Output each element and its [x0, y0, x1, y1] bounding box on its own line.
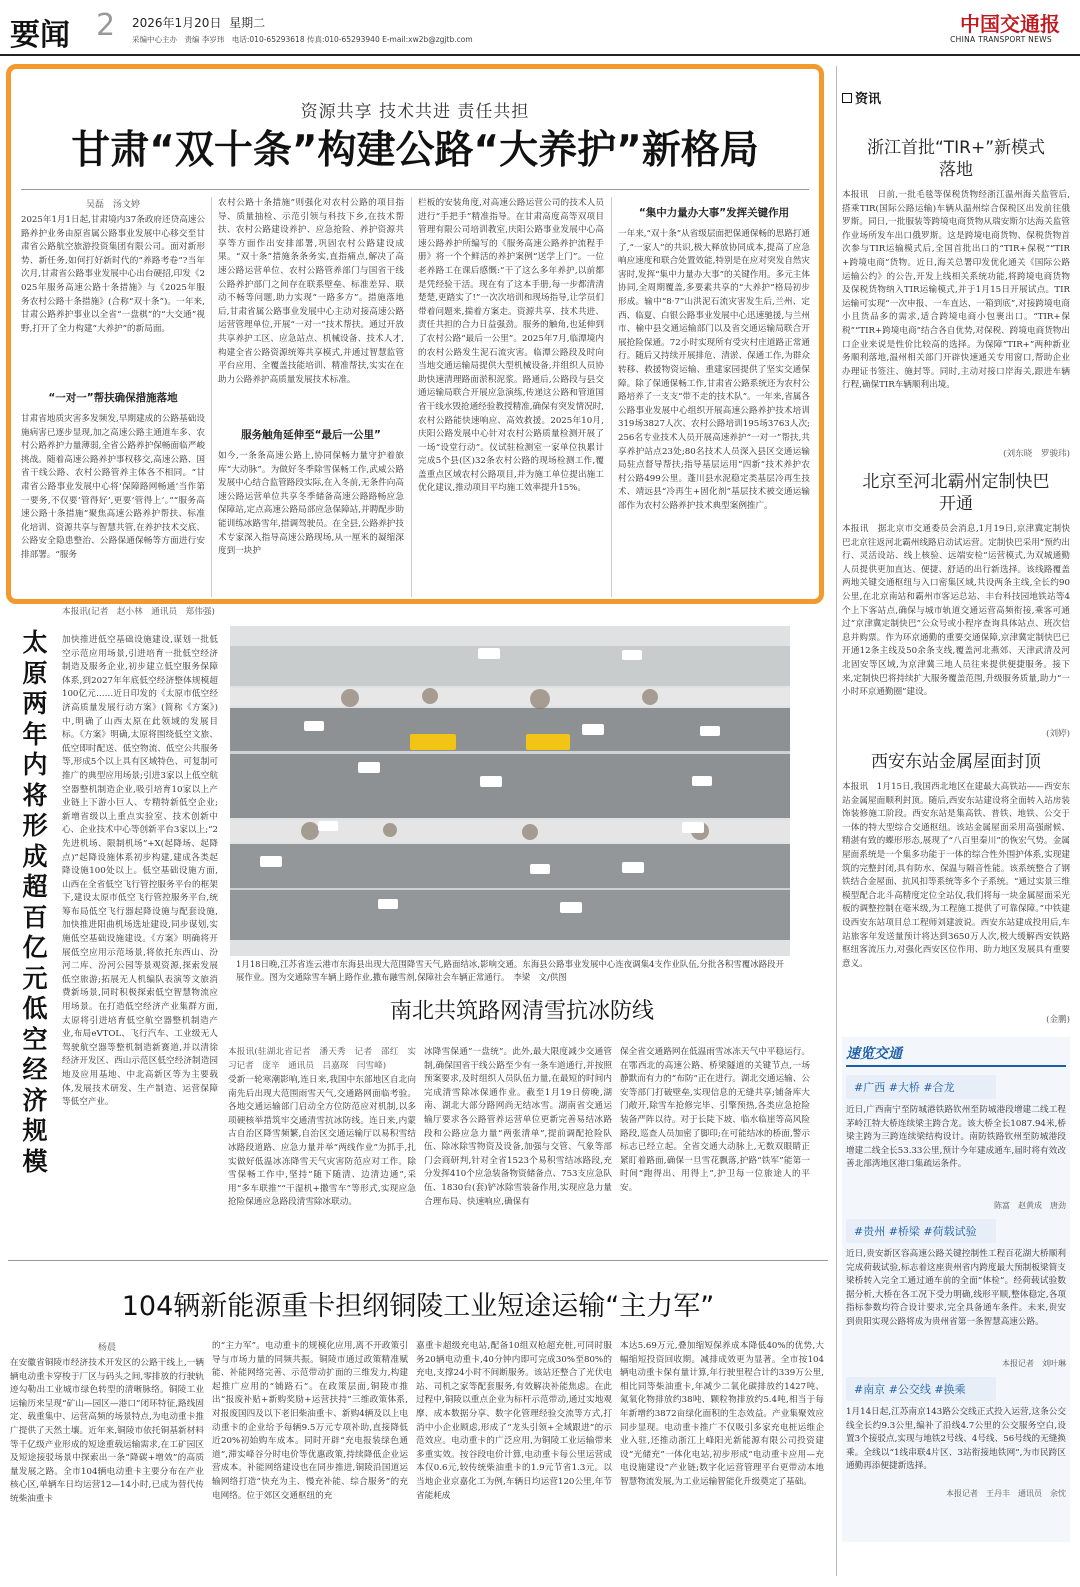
quick-news-author-3: 本报记者 王丹丰 通讯员 余忱: [946, 1489, 1066, 1498]
lead-subhead-1: “一对一”帮扶确保措施落地: [48, 392, 178, 404]
lead-col-3: [418, 197, 604, 597]
quick-news-label: 速览交通: [846, 1043, 1066, 1067]
truck-col2-text: 的“主力军”。电动重卡的规模化应用,离不开政策引导与市场力量的同频共振。铜陵市通过政策精准赋能、补能网络完善、示范带动扩面的三维发力,构建起推广应用的“铺路石”。在政策层面,铜陵市推出“报废补贴+新购奖励+运营扶持”三维政策体系,对报废国四及以下老旧柴油重卡、新购4辆及以上电动重卡的企业给予每辆9.5万元专项补助,直接降低近20%初始购车成本。同时开辟“充电报装绿色通道”,滞实峰谷分时电价等优惠政策,持续降低企业运营成本。补能网络建设也在同步推进,铜陵沿国道运输网络打造“快充为主、慢充补能、综合服务”的充电网络。位于郊区交通枢纽的充: [212, 1341, 408, 1501]
sidebar-story-2-author: (刘婷): [1046, 729, 1070, 739]
col-divider: [411, 197, 412, 597]
quick-news-body-2: 近日,贵安新区容高速公路关键控制性工程百花湖大桥顺利完成荷载试验,标志着这座贵州省内跨度最大预制板梁简支梁桥转入完全工通过通车前的全面“体检”。经荷载试验数据分析,大桥在各工况下受力明确,线形平顺,整体稳定,各项指标参数均符合设计要求,完全具备通车条件。未来,贵安到贵阳实现公路将成为贵州省第一条智慧高速公路。: [846, 1249, 1066, 1327]
sidebar-story-2-body: 本报讯 据北京市交通委员会消息,1月19日,京津冀定制快巴北京往返河北霸州线路启动试运营。定制快巴采用“预约出行、灵活设站、线上核验、远端安检”运营模式,为双城通勤人员提供更加直达、便捷、舒适的出行新选择。该线路覆盖两地关键交通枢纽与入口密集区域,共设两条主线,全长约90公里,在北京南站和霸州市客运总站、丰台科技园地铁站等4个上下客站点,确保与城市轨道交通运营高频衔接,乘客可通过“京津冀定制快巴”公众号或小程序查询具体站点、班次信息并购票。作为环京通勤的重要交通保障,京津冀定制快巴已开通12条主线及50余条支线,覆盖河北燕郊、天津武清及河北固安等区域,为京津冀三地人员往来提供便捷服务。接下来,定制快巴将持续扩大服务覆盖范围,升级服务质量,助力“一小时环京通勤圈”建设。: [842, 524, 1070, 698]
snow-story: [224, 994, 820, 1244]
sidebar-story-3-title: 西安东站金属屋面封顶: [871, 752, 1041, 772]
sidebar-story-3-author: (金鹏): [1046, 1015, 1070, 1025]
section-rule: [8, 1260, 828, 1261]
col-divider: [211, 197, 212, 597]
lead-col2-text: 农村公路十条措施”则强化对农村公路的项目指导、质量抽检、示范引领与科技下乡,在技术帮扶、农村公路建设养护、应急抢险、养护资源共享等方面作出安排部署,巩固农村公路建设成果。“双十条”措施条条务实,直指痛点,解决了高速公路运营单位、农村公路管养部门与国省干线公路养护部门之间存在联系壁垒、标准差异、联动不畅等问题,助力实现“一路多方”。措施落地后,甘肃省属公路事业发展中心主动对接高速公路运营管理单位,开展“一对一”技术帮扶。通过开放共享养护工区、应急站点、机械设备、技术人才,构建全省公路资源统筹共享模式,并通过智慧监管平台应用、全覆盖技能培训、精准帮扶,实实在在助力公路养护高质量发展技术标准。: [218, 198, 404, 385]
paper-logo: 中国交通报: [960, 12, 1060, 36]
issue-date: [132, 14, 265, 31]
snow-col1-text: 受新一轮寒潮影响,连日来,我国中东部地区自北向南先后出现大范围雨雪天气,交通路网面临考验。各地交通运输部门启动全方位防范应对机制,以多项硬核举措筑牢交通清雪抗冰防线。连日来,内蒙古自治区降雪频繁,自治区交通运输厅以易积雪结冰路段道路、应急力量并举“两线作业”为抓手,扎实做好低温冰冻降雪天气灾害防范应对工作。除雪保畅工作中,坚持“随下随清、边清边通”,采用“多车联推”“干湿机+撒雪车”等形式,实现应急抢险保通应急路段清雪除冰联动。: [228, 1075, 416, 1208]
weekday-text: 星期二: [229, 16, 266, 30]
snow-headline: 南北共筑路网清雪抗冰防线: [389, 999, 654, 1024]
sidebar-story-1-body: 本报讯 日前,一批毛毯等保税货物经浙江温州海关监管后,搭乘TIR(国际公路运输)车辆从温州综合保税区出发前往俄罗斯。同日,一批服装等跨境电商货物从瑞安斯尔达海关监管作业场所发车出口俄罗斯。这是跨境电商货物、保税货物首次参与TIR运输模式后,全国首批出口的“TIR+保税”“TIR+跨境电商”货物。近日,海关总署印发优化通关《国际公路运输公约》的公告,开发上线相关系统功能,将跨境电商货物及保税货物纳入TIR运输模式,并于1月15日开展试点。TIR运输可实现“一次申报、一车直达、一箱到底”,对接跨境电商小且货品多的需求,适合跨境电商小包裹出口。“TIR+保税”“TIR+跨境电商”结合各自优势,对保税、跨境电商货物出口企业来说是性价比较高的选择。为保障“TIR+”两种新业务顺利落地,温州相关部门开辟快速通关专用窗口,帮助企业办理证书签注、施封等。同时,主动对接口岸海关,跟进车辆行程,确保TIR车辆顺利出境。: [842, 190, 1070, 391]
sidebar: [842, 88, 1070, 1578]
lead-col4-text: 一年来,“双十条”从省级层面把保通保畅的思路打通了,“一家人”的共识,极大释放协同成本,提高了应急响应速度和联合处置效能,特别是在应对突发自然灾害时,发挥“集中力量办大事”的关键作用。多元主体协同,全周期覆盖,多要素共享的“大养护”格局初步形成。输中“8·7”山洪泥石流灾害发生后,兰州、定西、临夏、白银公路事业发展中心迅速驰援,与兰州市、榆中县交通运输部门以及省交通运输局联合开展抢险保通。72小时实现所有受灾村庄道路正常通行。随后又持续开展排危、清淤、保通工作,为群众转移、救援物资运输、重建家园提供了坚实交通保障。除了保通保畅工作,甘肃省公路系统还为农村公路培养了一支支“带不走的技术队”。一年来,省属各公路事业发展中心组织开展高速公路养护技术培训319场3827人次、农村公路培训195场3763人次;256名专业技术人员开展高速养护“一对一”帮扶,共享养护站点23处;80名技术人员深入县区交通运输局驻点督导帮扶;指导基层运用“四新”技术养护农村公路499公里。蓬川县水泥稳定类基层冷再生技术、靖远县“冷再生+固化剂”基层技术被交通运输部作为农村公路养护技术典型案例推广。: [618, 229, 810, 511]
paper-logo-en: CHINA TRANSPORT NEWS: [950, 35, 1052, 44]
lead-headline-rule: [21, 189, 809, 190]
credits-line: 采编中心主办 责编 李岁玮 电话:010-65293618 传真:010-65293940 E-mail:xw2b@zgjtb.com: [132, 35, 473, 44]
lead-col-2: [218, 197, 404, 597]
truck-col4-text: 本达5.69万元,叠加缩短保养成本降低40%的优势,大幅缩短投资回收期。减排成效更为显著。全市按104辆电动重卡保有量计算,年行驶里程合计约339万公里,相比同等柴油重卡,年减少二氧化碳排放约1427吨、氮氧化物排放约38吨、颗粒物排放约5.4吨,相当于每年新增约3872亩绿化面积的生态效益。产业集聚效应同步显现。电动重卡推广不仅吸引多家充电桩运维企业入驻,还推动浙江上峰阳光新能源有限公司投资建设“光储充”一体化电站,初步形成“电动重卡应用—充电设施建设”产业链;数字化运营管理平台更带动本地智慧物流发展,为工业运输智能化升级奠定了基础。: [620, 1341, 824, 1487]
lead-col-1: [21, 197, 205, 597]
left-story-body: 加快推进低空基础设施建设,谋划一批低空示范应用场景,引进培育一批低空经济制造及服务企业,初步建立低空服务保障体系,到2027年年底低空经济整体规模超100亿元……近日印发的《太原市低空经济高质量发展行动方案》(简称《方案》)中,明确了山西太原在此领域的发展目标。《方案》明确,太原将围绕低空文旅、低空即时配送、低空物流、低空公共服务等,形成5个以上具有区域特色、可复制可推广的典型应用场景;引进3家以上低空航空器整机制造企业,吸引培育10家以上产业链上下游小巨人、专精特新低空企业;新增省级以上重点实验室、技术创新中心、企业技术中心等创新平台3家以上;“2先进机场、限制机场”+X(起降场、起降点)”起降设施体系初步构建,建成各类起降设施100处以上。低空基础设施方面,山西在全省低空飞行管控服务平台的框架下,建设太原市低空飞行管控服务平台,统筹布局低空飞行器起降设施与配套设施,加快推进阳曲机场选址建设,同步谋划,实施低空基础设施建设。《方案》明确将开展低空应用示范场景,将依托东西山、汾河二库、汾河公园等景观资源,探索发展低空旅游;拓展无人机编队表演等文旅消费新场景,同时积极探索低空智慧物流应用场景。在打造低空经济产业集群方面,太原将引进培育低空航空器整机制造产业,布局eVTOL、飞行汽车、工业级无人驾驶航空器等整机制造新赛道,并以清徐经济开发区、西山示范区低空经济制造园地及应用基地、中北高新区等为主要载体,发展技术研发、生产制造、运营保障等低空产业。: [62, 635, 218, 1108]
section-title: 要闻: [10, 18, 70, 53]
checkbox-icon: [842, 93, 852, 103]
quick-news-author-2: 本报记者 刘叶琳: [1002, 1359, 1066, 1368]
lead-col1-text: 2025年1月1日起,甘肃境内37条政府还贷高速公路养护业务由原省属公路事业发展中心移交至甘肃省公路航空旅游投资集团有限公司。面对新形势、新任务,如何打好新时代的“养路考卷”?当年次月,甘肃省公路事业发展中心出台硬招,印发《2025年服务高速公路十条措施》与《2025年服务农村公路十条措施》(合称“双十条”)。一年来,甘肃公路养护事业以全省“一盘棋”的“大交通”视野,打开了全力构建“大养护”的新局面。: [21, 215, 205, 334]
left-story-column: [62, 606, 218, 1118]
col-divider: [611, 197, 612, 597]
lead-col1b-text: 甘肃省地质灾害多发频发,早期建成的公路基础设施病害已逐步显现,加之高速公路主通道车多、农村公路养护力量薄弱,全省公路养护保畅面临严峻挑战。随着高速公路养护事权移交,高速公路、国省干线公路、农村公路管养主体各不相同。“甘肃省公路事业发展中心将‘保障路网畅通’当作第一要务,不仅要‘管得好’,更要‘管得上’。”“服务高速公路十条措施”聚焦高速公路养护帮扶、标准化培训、资源共享与智慧共管,在养护技术交底、公路安全隐患整治、公路保通保畅等方面进行安排部署。“服务: [21, 414, 205, 560]
lead-col3-text: 栏板的安装角度,对高速公路运营公司的技术人员进行“手把手”精准指导。在甘肃高度高等双项目管理有限公司培训教室,庆阳公路事业发展中心高速公路养护所编写的《服务高速公路养护流程手册》将一个个鲜活的养护案例“送学上门”。一位老养路工在课后感慨:“干了这么多年养护,以前都是凭经验干活。现在有了这本手册,每一步都清清楚楚,更踏实了!”一次次培训和现场指导,让学员们带着问题来,揣着方案走。资源共享、技术共进、责任共担的合力日益强劲。服务的触角,也延伸到了农村公路“最后一公里”。2025年7月,临潭境内的农村公路发生泥石流灾害。临潭公路段及时向当地交通运输局提供大型机械设备,并组织人员协助快速清理路面淤积泥浆。路通后,公路段与县交通运输局联合开展应急演练,传递这公路和管道国省干线水毁抢通经验教授精准,确保有突发情况时,农村公路能快速响应、高效救援。2025年10月,庆阳公路发展中心针对农村公路质量检测开展了一场“设堂行动”。仪试驻检测室一家单位执累计完成5个县(区)32条农村公路的现场检测工作,覆盖重点区域农村公路项目,并为施工单位提出施工优化建议,推动项目平均施工效率提升15%。: [418, 198, 604, 494]
snow-col3-text: 保全省交通路网在低温雨雪冰冻天气中平稳运行。在鄂西北的高速公路、桥梁隧道的关键节点,一场静默而有力的“布防”正在进行。湖北交通运输、公安等部门打破壁垒,实现信息的无缝共享;铺备库大门敞开,除雪车抢修完毕、引擎预热,各类应急抢险装备严阵以待。对于长陡下坡、临水临崖等高风险路段,巡查人员加密了脚印;在可能结冰的桥面,警示标志已经立起。全省交通大动脉上,无数双眼睛正紧盯着路面,确保一旦雪花飘落,护路“铁军”能第一时间“跑得出、用得上”,护卫每一位旅途人的平安。: [620, 1047, 810, 1193]
truck-headline: 104辆新能源重卡担纲铜陵工业短途运输“主力军”: [121, 1291, 715, 1322]
quick-news-body-1: 近日,广西南宁至防城港铁路钦州至防城港段增建二线工程茅岭江特大桥连续梁主跨合龙。该大桥全长1087.94米,桥梁主跨为三跨连续梁结构设计。南防铁路钦州至防城港段增建二线全长53.33公里,预计今年建成通车,届时将有效改善北部湾地区港口集疏运条件。: [846, 1105, 1066, 1170]
truck-col-1: [10, 1340, 204, 1580]
quick-news-box: [842, 1037, 1070, 1542]
truck-col1-text: 在安徽省铜陵市经济技术开发区的公路干线上,一辆辆电动重卡穿梭于厂区与码头之间,零排放的行驶轨迹勾勒出工业城市绿色转型的清晰脉络。铜陵工业运输历来呈现“矿山—园区—港口”闭环特征,路线固定、载重集中、运营高频的场景特点,为电动重卡推广提供了天然土壤。近年来,铜陵市依托铜基新材料等千亿级产业形成的短途重载运输需求,在工矿园区及短途接驳场景中探索出一条“降碳+增效”的高质量发展之路。全市104辆电动重卡主要分布在产业核心区,单辆车日均运营12—14小时,已成为替代传统柴油重卡: [10, 1358, 204, 1504]
truck-col3-text: 嘉重卡超级充电站,配备10组双枪超充桩,可同时服务20辆电动重卡,40分钟内即可完成30%至80%的充电,支撑24小时不间断服务。该站还整合了光伏电站、司机之家等配套服务,有效解决补能焦虑。在此过程中,铜陵以重点企业为标杆示范带动,通过实地观摩、成本数据分享、数字化管理经验交流等方式,打消中小企业顾虑,形成了“龙头引领+全域跟进”的示范效应。电动重卡的广泛应用,为铜陵工业运输带来多重实效。按谷段电价计算,电动重卡每公里运营成本仅0.6元,较传统柴油重卡的1.9元节省1.3元。以当地企业京嘉化工为例,车辆日均运营120公里,年节省能耗成: [416, 1341, 612, 1501]
date-text: 2026年1月20日: [132, 16, 222, 30]
quick-news-tags-3: #南京 #公交线 #换乘: [846, 1377, 996, 1401]
lead-subhead-2: 服务触角延伸至“最后一公里”: [241, 429, 381, 441]
lead-byline: 吴磊 汤文婷: [85, 200, 140, 210]
quick-news-author-1: 陈富 赵黄成 唐劲: [994, 1201, 1066, 1210]
lead-col-4: [618, 197, 810, 597]
lead-story-frame: [6, 64, 824, 604]
quick-news-body-3: 1月14日起,江苏南京143路公交线正式投入运营,这条公交线全长约9.3公里,编补了沿线4.7公里的公交服务空白,设置3个接驳点,实现与地铁2号线、4号线、56号线的无缝换乘。全线以“1线串联4片区、3站衔接地铁网”,为市民跨区通勤再添便捷新选择。: [846, 1407, 1066, 1472]
masthead: [0, 0, 1080, 56]
lead-kicker: 资源共享 技术共进 责任共担: [300, 102, 530, 122]
sidebar-story-1-author: (刘东晓 罗骏玮): [1003, 449, 1070, 459]
lead-headline: 甘肃“双十条”构建公路“大养护”新格局: [71, 128, 759, 173]
highway-photo-graphic: [230, 626, 790, 956]
page-number: 2: [96, 8, 116, 43]
truck-byline: 杨晨: [97, 1343, 116, 1353]
news-section-label: [842, 88, 1070, 107]
sidebar-divider: [836, 66, 837, 1576]
sidebar-story-1-title: 浙江首批“TIR+”新模式落地: [866, 138, 1046, 180]
snow-col2-text: 冰降雪保通”一盘统”。此外,最大限度减少交通管制,确保国省干线公路至少有一条车道通行,并按照预案要求,及时组织人员队伍力量,在最短的时间内完成清雪除冰保通作业。截至1月19日傍晚,湖南、湖北大部分路网尚无结冰雪。湖南省交通运输厅要求各公路管养运营单位更新完善易结冰路段和公路应急力量“两张清单”,提前调配抢险队伍、除冰除雪物资及设备,加强与交管、气象等部门会商研判,针对全省1523个易积雪结冰路段,充分发挥410个应急装备物资储备点、753支应急队伍、1830台(套)铲冰除雪装备作用,实现应急力量合理布局、快速响应,确保有: [424, 1047, 612, 1207]
photo-caption-text: 1月18日晚,江苏省连云港市东海县出现大范围降雪天气,路面结冰,影响交通。东海县公路事业发展中心连夜调集4支作业队伍,分批各积雪覆冰路段开展作业。图为交通除雪车辆上路作业,撒布融雪剂,保障社会车辆正常通行。 李梁 文/供图: [236, 959, 784, 982]
sidebar-story-3-body: 本报讯 1月15日,我国西北地区在建最大高铁站——西安东站金属屋面顺利封顶。随后,西安东站建设将全面转入站房装饰装修施工阶段。西安东站是集高铁、普铁、地铁、公交于一体的特大型综合交通枢纽。该站金属屋面采用高强耐候、精湛有致的蝶形形态,展现了“八百里秦川”的恢宏气势。金属屋面系统是一个集多功能于一体的综合性外围护体系,实现建筑的完整封闭,具有防水、保温与隔音性能。该系统整合了钢铁结合金屋面、抗风扣等系统等多个子系统。“通过实景三维模型配合北斗高精度定位全站仪,我们将每一块金属屋面采光板的调整控制在毫米级,为工程施工提供了可靠保障。”中铁建设西安东站项目总工程师刘建波说。西安东站建成投用后,车站旅客年发送量预计将达到3650万人次,极大缓解西安铁路枢纽客流压力,对强化西安区位作用、助力地区发展具有重要意义。: [842, 782, 1070, 969]
snow-col-1: [228, 1046, 416, 1238]
news-section-text: 资讯: [855, 92, 882, 107]
left-story-byline: 本报讯(记者 赵小林 通讯员 郑伟强): [62, 607, 215, 617]
lead-subhead-3: “集中力量办大事”发挥关键作用: [638, 207, 790, 219]
quick-news-tags-2: #贵州 #桥梁 #荷载试验: [846, 1219, 996, 1243]
snow-byline: 本报讯(驻湖北省记者 潘天秀 记者 邵红 实习记者 庞辛 通讯员 吕嘉琛 闫雪峰): [228, 1047, 416, 1071]
sidebar-story-2-title: 北京至河北霸州定制快巴开通: [862, 472, 1050, 514]
lead-col2b-text: 如今,一条条高速公路上,协同保畅力量守护着旅库“大动脉”。为做好冬季除雪保畅工作,武威公路发展中心结合监管路段实际,在入冬前,无条件向高速公路运营单位共享冬季储备高速公路路畅应急保障站,定点高速公路局部应急保障站,并聘配步助能训练冰路雪年,措调驾驶员。在全县,公路养护技术专家深入指导高速公路现场,从一厘米的凝缩深度到一块护: [218, 451, 404, 557]
quick-news-tags-1: #广西 #大桥 #合龙: [846, 1075, 996, 1099]
masthead-rule: [0, 54, 1080, 56]
snow-photo: [230, 626, 790, 956]
left-vertical-title: 太原两年内将形成超百亿元低空经济规模: [22, 628, 48, 1176]
